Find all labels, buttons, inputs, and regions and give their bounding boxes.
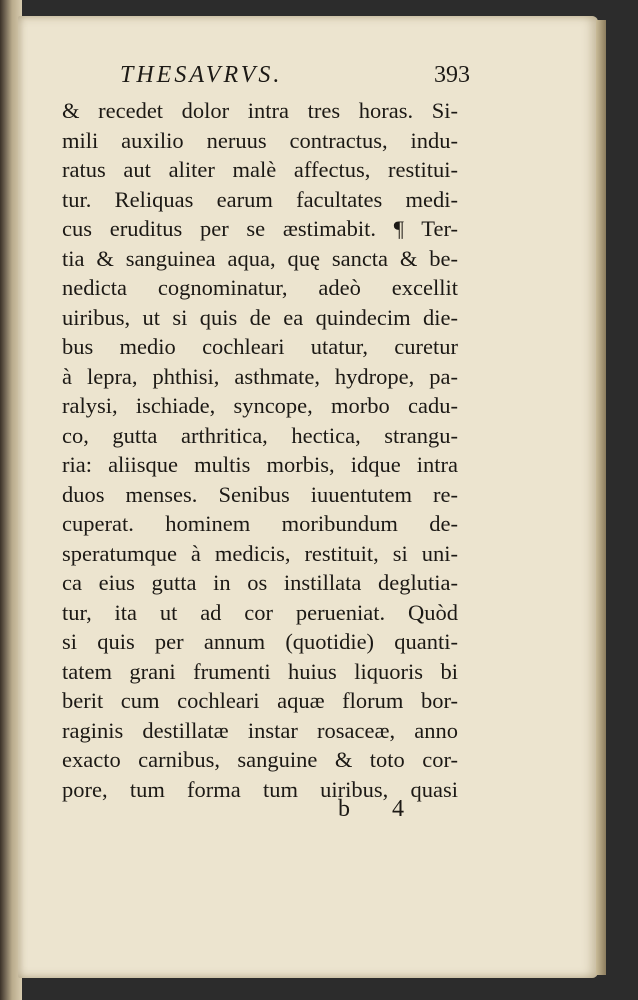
text-line: ralysi, ischiade, syncope, morbo cadu- (62, 393, 458, 418)
text-line: uiribus, ut si quis de ea quindecim die- (62, 304, 458, 330)
text-line: si quis per annum (quotidie) quanti- (62, 629, 458, 654)
running-title: THESAVRVS. (120, 62, 283, 88)
text-line: cus eruditus per se æstimabit. ¶ Ter- (62, 216, 458, 241)
text-line: speratumque à medicis, restituit, si uni- (62, 540, 458, 566)
text-line: pore, tum forma tum uiribus, quasi (62, 776, 458, 802)
text-line: nedicta cognominatur, adeò excellit (62, 275, 458, 300)
text-line: tur, ita ut ad cor perueniat. Quòd (62, 599, 458, 625)
text-line: & recedet dolor intra tres horas. Si- (62, 98, 458, 123)
text-line: raginis destillatæ instar rosaceæ, anno (62, 717, 458, 743)
text-line: ria: aliisque multis morbis, idque intra (62, 452, 458, 477)
text-line: duos menses. Senibus iuuentutem re- (62, 481, 458, 507)
body-text (62, 96, 458, 804)
text-line: berit cum cochleari aquæ florum bor- (62, 688, 458, 713)
text-line: à lepra, phthisi, asthmate, hydrope, pa- (62, 363, 458, 389)
page-number: 393 (434, 62, 470, 88)
page-edge (596, 20, 606, 975)
text-line: mili auxilio neruus contractus, indu- (62, 127, 458, 153)
text-line: ratus aut aliter malè affectus, restitui- (62, 157, 458, 182)
text-line: tia & sanguinea aqua, quę sancta & be- (62, 245, 458, 271)
text-line: tatem grani frumenti huius liquoris bi (62, 658, 458, 684)
text-line: ca eius gutta in os instillata deglutia- (62, 570, 458, 595)
signature-mark: b 4 (338, 796, 422, 822)
text-line: bus medio cochleari utatur, curetur (62, 334, 458, 359)
text-line: co, gutta arthritica, hectica, strangu- (62, 422, 458, 448)
text-line: exacto carnibus, sanguine & toto cor- (62, 747, 458, 772)
text-line: cuperat. hominem moribundum de- (62, 511, 458, 536)
text-line: tur. Reliquas earum facultates medi- (62, 186, 458, 212)
page-header (120, 62, 470, 96)
